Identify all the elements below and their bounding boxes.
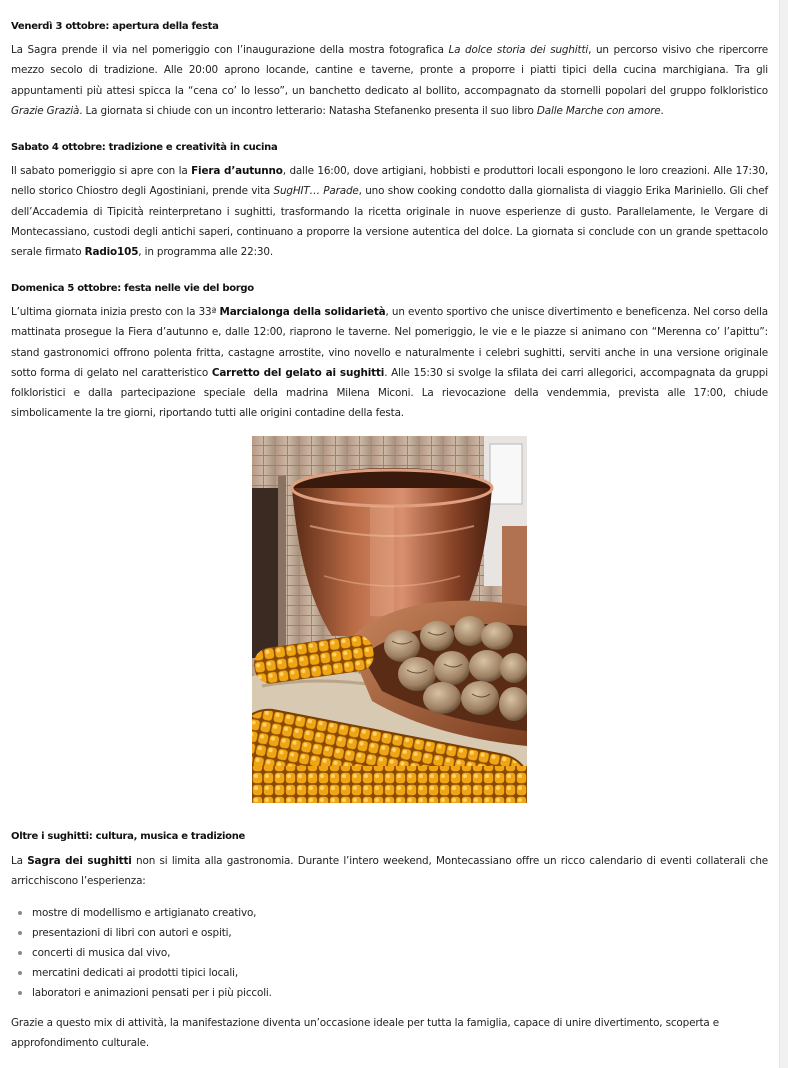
section-heading-sunday: Domenica 5 ottobre: festa nelle vie del borgo	[11, 283, 254, 294]
copper-pot-walnuts-corn-photo	[252, 436, 527, 803]
list-item: presentazioni di libri con autori e ospiti,	[11, 923, 272, 943]
scrollbar[interactable]	[779, 0, 788, 1068]
section-heading-beyond: Oltre i sughitti: cultura, musica e tradizione	[11, 831, 245, 842]
section-heading-saturday: Sabato 4 ottobre: tradizione e creatività in cucina	[11, 142, 278, 153]
list-item: mostre di modellismo e artigianato creativo,	[11, 903, 272, 923]
section-paragraph-beyond: La Sagra dei sughitti non si limita alla gastronomia. Durante l’intero weekend, Montecassiano offre un ricco calendario di eventi collaterali che arricchiscono l’esperienza:	[11, 855, 768, 888]
section-paragraph-sunday: L’ultima giornata inizia presto con la 33ª Marcialonga della solidarietà, un evento sportivo che unisce divertimento e beneficenza. Nel corso della mattinata prosegue la Fiera d’autunno e, dalle 12:00, riaprono le taverne. Nel pomeriggio, le vie e le piazze si animano con “Merenna co’ l’apittu”: stand gastronomici offrono polenta fritta, castagne arrostite, vino novello e naturalmente i celebri sughitti, serviti anche in una versione originale sotto forma di gelato nel caratteristico Carretto del gelato ai sughitti. Alle 15:30 si svolge la sfilata dei carri allegorici, accompagnata da gruppi folkloristici e dalla partecipazione speciale della madrina Milena Miconi. La rievocazione della vendemmia, prevista alle 17:00, chiude simbolicamente la tre giorni, riportando tutti alle origini contadine della festa.	[11, 306, 768, 420]
closing-paragraph: Grazie a questo mix di attività, la manifestazione diventa un’occasione ideale per tutta la famiglia, capace di unire divertimento, scoperta e approfondimento culturale.	[11, 1017, 719, 1050]
events-list	[11, 903, 272, 1003]
section-paragraph-friday: La Sagra prende il via nel pomeriggio con l’inaugurazione della mostra fotografica La dolce storia dei sughitti, un percorso visivo che ripercorre mezzo secolo di tradizione. Alle 20:00 aprono locande, cantine e taverne, pronte a proporre i piatti tipici della cucina marchigiana. Tra gli appuntamenti più attesi spicca la “cena co’ lo lesso”, un banchetto dedicato al bollito, accompagnato da stornelli popolari del gruppo folkloristico Grazie Grazià. La giornata si chiude con un incontro letterario: Natasha Stefanenko presenta il suo libro Dalle Marche con amore.	[11, 44, 768, 117]
list-item: concerti di musica dal vivo,	[11, 943, 272, 963]
list-item: mercatini dedicati ai prodotti tipici locali,	[11, 963, 272, 983]
list-item: laboratori e animazioni pensati per i più piccoli.	[11, 983, 272, 1003]
section-heading-friday: Venerdì 3 ottobre: apertura della festa	[11, 21, 219, 32]
section-paragraph-saturday: Il sabato pomeriggio si apre con la Fiera d’autunno, dalle 16:00, dove artigiani, hobbisti e produttori locali espongono le loro creazioni. Alle 17:30, nello storico Chiostro degli Agostiniani, prende vita SugHIT… Parade, uno show cooking condotto dalla giornalista di viaggio Erika Mariniello. Gli chef dell’Accademia di Tipicità reinterpretano i sughitti, trasformando la ricetta originale in nuove esperienze di gusto. Parallelamente, le Vergare di Montecassiano, custodi degli antichi saperi, continuano a proporre la versione autentica del dolce. La giornata si conclude con un grande spettacolo serale firmato Radio105, in programma alle 22:30.	[11, 165, 768, 259]
